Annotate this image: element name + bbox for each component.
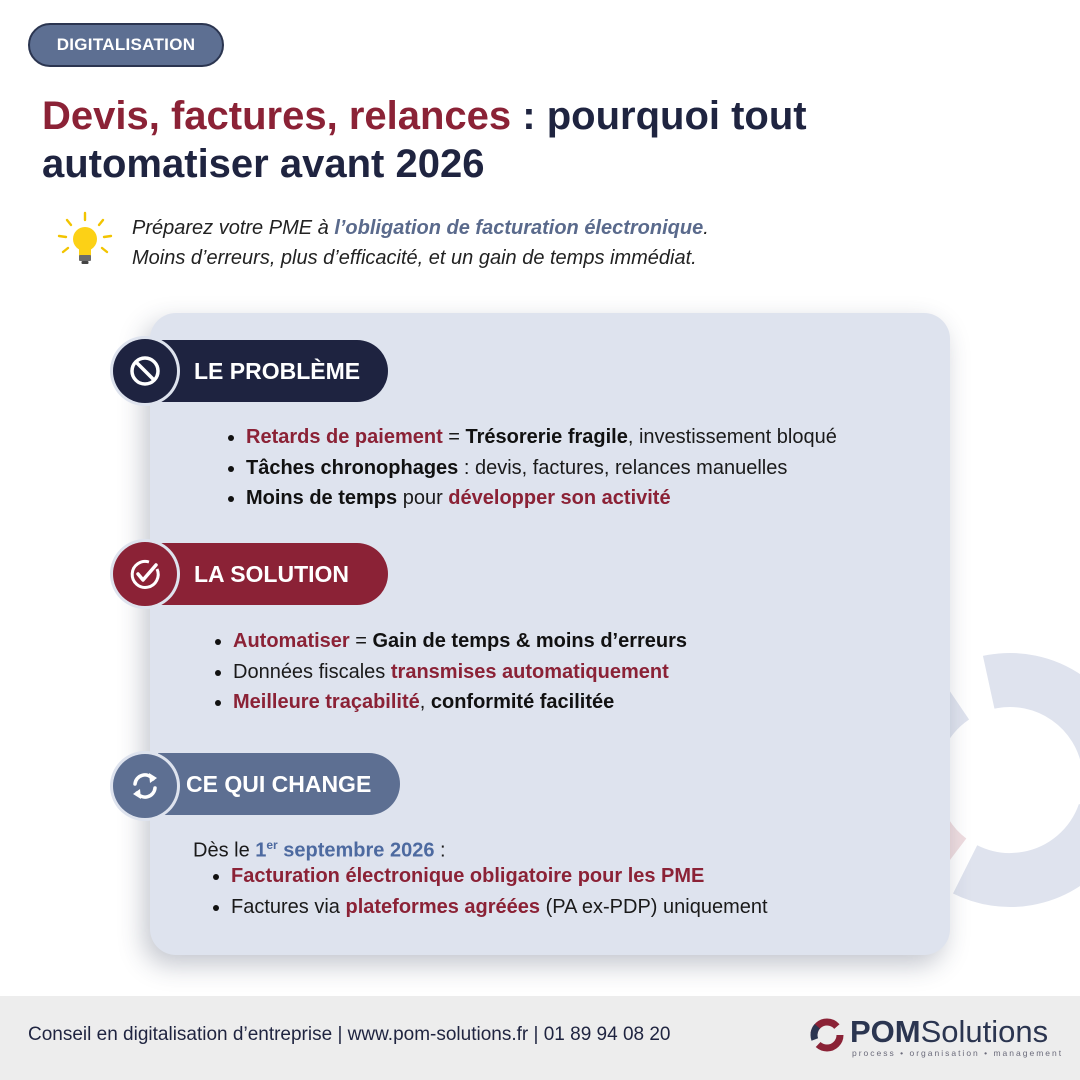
list-item: Retards de paiement = Trésorerie fragile, investissement bloqué xyxy=(226,422,837,453)
solution-list xyxy=(213,626,687,718)
intro-line-1: Préparez votre PME à l’obligation de facturation électronique. xyxy=(132,217,709,239)
page-title xyxy=(42,92,1022,188)
list-item: Factures via plateformes agréées (PA ex-PDP) uniquement xyxy=(211,892,768,923)
title-rest: : pourquoi tout automatiser avant 2026 xyxy=(42,94,807,186)
section-change-heading: CE QUI CHANGE xyxy=(158,753,400,815)
refresh-icon xyxy=(113,754,177,818)
list-item: Tâches chronophages : devis, factures, relances manuelles xyxy=(226,453,837,484)
logo-ring-icon xyxy=(808,1016,846,1054)
change-lead: Dès le 1er septembre 2026 : xyxy=(193,838,446,862)
prohibited-icon xyxy=(113,339,177,403)
problem-list xyxy=(226,422,837,514)
info-card xyxy=(150,313,950,955)
footer xyxy=(0,996,1080,1080)
title-accent: Devis, factures, relances xyxy=(42,94,512,138)
intro-emphasis: l’obligation de facturation électronique xyxy=(334,217,704,239)
intro-text xyxy=(132,213,1032,273)
footer-contact: Conseil en digitalisation d’entreprise | www.pom-solutions.fr | 01 89 94 08 20 xyxy=(28,1024,671,1045)
intro-line-2: Moins d’erreurs, plus d’efficacité, et un gain de temps immédiat. xyxy=(132,247,697,269)
list-item: Automatiser = Gain de temps & moins d’erreurs xyxy=(213,626,687,657)
change-list xyxy=(211,861,768,922)
list-item: Meilleure traçabilité, conformité facilitée xyxy=(213,687,687,718)
list-item: Données fiscales transmises automatiquement xyxy=(213,657,687,688)
section-solution-heading: LA SOLUTION xyxy=(156,543,388,605)
lightbulb-icon xyxy=(55,210,115,270)
pom-solutions-logo: POMSolutions process • organisation • management xyxy=(808,1014,1058,1066)
check-circle-icon xyxy=(113,542,177,606)
logo-tagline: process • organisation • management xyxy=(852,1048,1064,1058)
list-item: Facturation électronique obligatoire pour les PME xyxy=(211,861,768,892)
list-item: Moins de temps pour développer son activité xyxy=(226,483,837,514)
category-tag: DIGITALISATION xyxy=(28,23,224,67)
section-problem-heading: LE PROBLÈME xyxy=(156,340,388,402)
